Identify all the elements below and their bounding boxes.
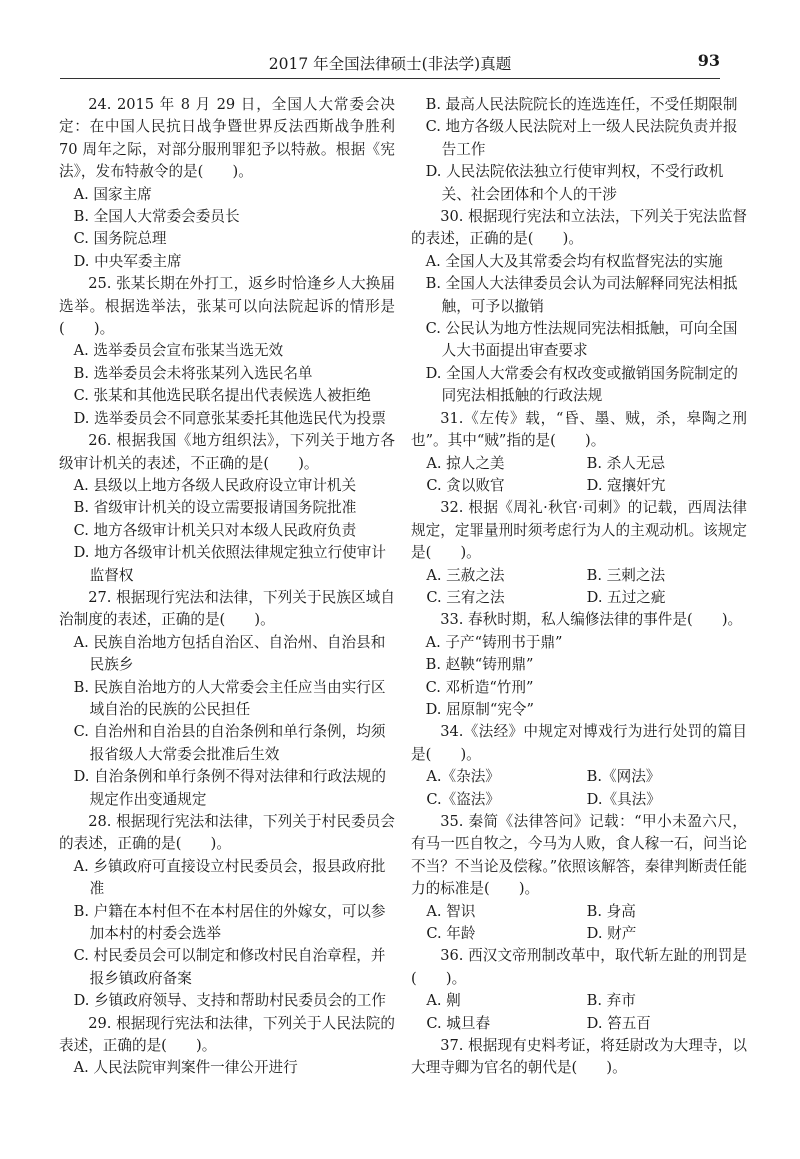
option-text: C. 村民委员会可以制定和修改村民自治章程，并报乡镇政府备案 (73, 947, 386, 987)
question-stem: 27. 根据现行宪法和法律，下列关于民族区域自治制度的表述，正确的是( )。 (59, 588, 395, 629)
page-header (60, 48, 720, 79)
option-text: D. 自治条例和单行条例不得对法律和行政法规的规定作出变通规定 (73, 768, 386, 808)
option-row (411, 1013, 747, 1035)
option-text: A. 民族自治地方包括自治区、自治州、自治县和民族乡 (73, 633, 386, 674)
option-text: B. 民族自治地方的人大常委会主任应当由实行区域自治的民族的公民担任 (73, 678, 386, 718)
option-text: C. 公民认为地方性法规同宪法相抵触，可向全国人大书面提出审查要求 (425, 320, 738, 360)
question-stem: 31.《左传》载，“昏、墨、贼，杀，皋陶之刑也”。其中“贼”指的是( )。 (411, 409, 747, 450)
option-text: D. 屈原制“宪令” (425, 700, 534, 718)
option-text: C.《盗法》 (426, 790, 500, 808)
option-row (411, 766, 747, 788)
option-text: A.《杂法》 (426, 768, 500, 786)
option-text: B. 赵鞅“铸刑鼎” (425, 656, 534, 674)
option-text: A. 人民法院审判案件一律公开进行 (73, 1059, 298, 1077)
option-text: A. 劓 (426, 992, 461, 1010)
option-text: D. 地方各级审计机关依照法律规定独立行使审计监督权 (73, 544, 386, 584)
option-text: A. 选举委员会宣布张某当选无效 (73, 342, 284, 360)
option-text: C. 邓析造“竹刑” (425, 678, 534, 696)
option-text: C. 地方各级人民法院对上一级人民法院负责并报告工作 (425, 118, 738, 158)
header-title: 2017 年全国法律硕士(非法学)真题 (268, 55, 512, 73)
option-text: D. 选举委员会不同意张某委托其他选民代为投票 (73, 409, 386, 427)
option-text: C. 国务院总理 (73, 230, 167, 248)
option-text: A. 智识 (426, 902, 476, 920)
option-text: D. 乡镇政府领导、支持和帮助村民委员会的工作 (73, 992, 386, 1010)
option-text: D. 财产 (586, 925, 637, 943)
option-row (411, 453, 747, 475)
question-stem: 33. 春秋时期，私人编修法律的事件是( )。 (440, 611, 743, 629)
option-text: B. 全国人大法律委员会认为司法解释同宪法相抵触，可予以撤销 (425, 275, 738, 315)
right-column (411, 94, 747, 1080)
option-text: B. 弃市 (586, 992, 636, 1010)
option-text: B. 户籍在本村但不在本村居住的外嫁女，可以参加本村的村委会选举 (73, 902, 386, 943)
option-text: D. 五过之疵 (586, 588, 666, 606)
option-text: A. 县级以上地方各级人民政府设立审计机关 (73, 476, 357, 494)
option-text: A. 三赦之法 (426, 566, 505, 584)
option-text: A. 国家主席 (73, 185, 152, 203)
option-text: D. 人民法院依法独立行使审判权，不受行政机关、社会团体和个人的干涉 (425, 163, 724, 203)
question-stem: 30. 根据现行宪法和立法法，下列关于宪法监督的表述，正确的是( )。 (411, 208, 747, 248)
option-text: C. 贪以败官 (426, 476, 505, 494)
option-row (411, 475, 747, 497)
question-stem: 37. 根据现有史料考证，将廷尉改为大理寺，以大理寺卿为官名的朝代是( )。 (411, 1037, 747, 1077)
question-stem: 26. 根据我国《地方组织法》，下列关于地方各级审计机关的表述，不正确的是( )。 (59, 432, 395, 472)
option-text: A. 乡镇政府可直接设立村民委员会，报县政府批准 (73, 857, 386, 898)
option-text: B. 三刺之法 (586, 566, 666, 584)
left-column (59, 94, 395, 1080)
question-stem: 35. 秦简《法律答问》记载：“甲小未盈六尺，有马一匹自牧之，今马为人败，食人稼一石，问当论不当？不当论及偿稼。”依照该解答，秦律判断责任能力的标准是( )。 (411, 813, 747, 898)
option-row (411, 990, 747, 1012)
option-row (411, 923, 747, 945)
question-stem: 29. 根据现行宪法和法律，下列关于人民法院的表述，正确的是( )。 (59, 1014, 395, 1055)
option-text: A. 全国人大及其常委会均有权监督宪法的实施 (425, 252, 723, 270)
option-text: B. 全国人大常委会委员长 (73, 208, 240, 226)
option-text: C. 年龄 (426, 925, 476, 943)
option-row (411, 587, 747, 609)
option-row (411, 789, 747, 811)
option-text: A. 掠人之美 (426, 454, 505, 472)
question-stem: 24. 2015 年 8 月 29 日，全国人大常委会决定：在中国人民抗日战争暨世界反法西斯战争胜利 70 周年之际，对部分服刑罪犯予以特赦。根据《宪法》，发布特赦令的是( )。 (59, 96, 395, 181)
option-text: B. 身高 (586, 902, 636, 920)
option-text: B.《网法》 (586, 768, 661, 786)
option-text: B. 最高人民法院院长的连选连任，不受任期限制 (425, 96, 738, 113)
page-number: 93 (697, 51, 720, 70)
question-stem: 34.《法经》中规定对博戏行为进行处罚的篇目是( )。 (411, 723, 747, 763)
question-stem: 36. 西汉文帝刑制改革中，取代斩左趾的刑罚是( )。 (411, 947, 747, 987)
option-text: D. 寇攘奸宄 (586, 476, 666, 494)
option-row (411, 901, 747, 923)
option-row (411, 565, 747, 587)
question-stem: 25. 张某长期在外打工，返乡时恰逢乡人大换届选举。根据选举法，张某可以向法院起诉的情形是( )。 (59, 275, 395, 338)
option-text: D.《具法》 (586, 790, 661, 808)
option-text: C. 城旦舂 (426, 1014, 491, 1032)
option-text: D. 全国人大常委会有权改变或撤销国务院制定的同宪法相抵触的行政法规 (425, 364, 738, 405)
option-text: C. 地方各级审计机关只对本级人民政府负责 (73, 521, 357, 539)
option-text: B. 杀人无忌 (586, 454, 666, 472)
option-text: D. 中央军委主席 (73, 252, 182, 270)
option-text: D. 笞五百 (586, 1014, 651, 1032)
question-stem: 32. 根据《周礼·秋官·司刺》的记载，西周法律规定，定罪量刑时须考虑行为人的主观动机。该规定是( )。 (411, 499, 747, 562)
option-text: B. 选举委员会未将张某列入选民名单 (73, 364, 313, 382)
option-text: B. 省级审计机关的设立需要报请国务院批准 (73, 499, 357, 517)
option-text: A. 子产“铸刑书于鼎” (425, 633, 563, 651)
question-stem: 28. 根据现行宪法和法律，下列关于村民委员会的表述，正确的是( )。 (59, 813, 395, 853)
option-text: C. 三宥之法 (426, 588, 505, 606)
option-text: C. 张某和其他选民联名提出代表候选人被拒绝 (73, 387, 371, 405)
option-text: C. 自治州和自治县的自治条例和单行条例，均须报省级人大常委会批准后生效 (73, 723, 386, 763)
